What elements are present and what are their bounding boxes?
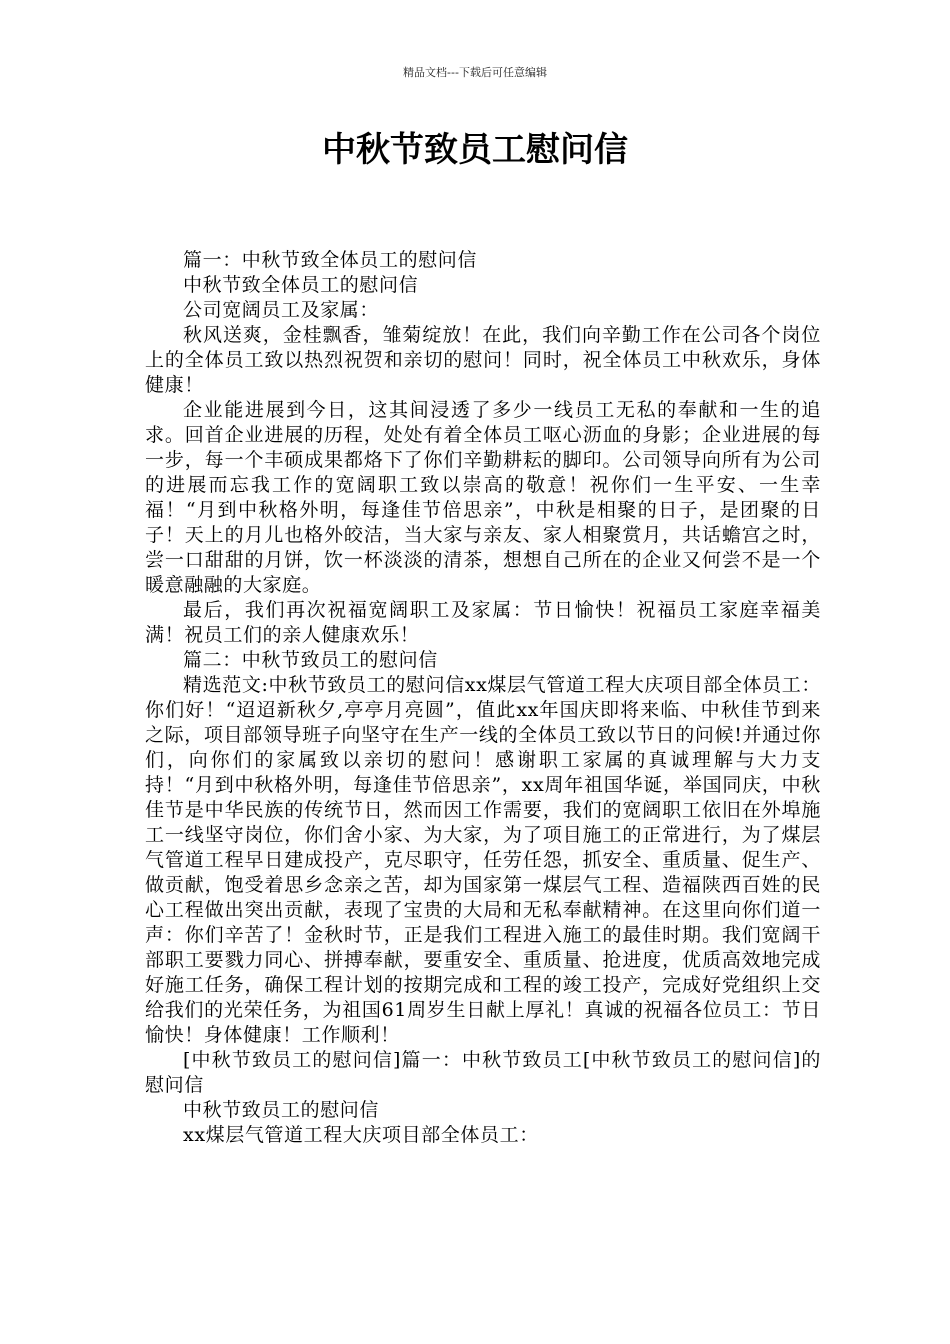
paragraph-salutation: 公司宽阔员工及家属： xyxy=(183,299,380,321)
paragraph-main-body: 企业能进展到今日，这其间浸透了多少一线员工无私的奉献和一生的追求。回首企业进展的历程，处处有着全体员工呕心沥血的身影；企业进展的每一步，每一个丰硕成果都烙下了你们辛勤耕耘的脚印。公司领导向所有为公司的进展而忘我工作的宽阔职工致以崇高的敬意！祝你们一生平安、一生幸福！“月到中秋格外明，每逢佳节倍思亲”，中秋是相聚的日子，是团聚的日子！天上的月儿也格外皎洁，当大家与亲友、家人相聚赏月，共话蟾宫之时，尝一口甜甜的月饼，饮一杯淡淡的清茶，想想自己所在的企业又何尝不是一个暖意融融的大家庭。 xyxy=(145,399,821,596)
page-header-caption: 精品文档---下载后可任意编辑 xyxy=(403,66,547,79)
paragraph-section-two-heading: 篇二：中秋节致员工的慰问信 xyxy=(183,649,438,671)
document-body xyxy=(145,248,821,1148)
paragraph-closing-wishes: 最后，我们再次祝福宽阔职工及家属：节日愉快！祝福员工家庭幸福美满！祝员工们的亲人健康欢乐！ xyxy=(145,599,821,646)
document-title: 中秋节致员工慰问信 xyxy=(322,130,628,170)
paragraph-letter-title-repeat: 中秋节致员工的慰问信 xyxy=(183,1099,380,1121)
paragraph-project-salutation: xx煤层气管道工程大庆项目部全体员工： xyxy=(183,1124,539,1146)
paragraph-section-one-heading: 篇一：中秋节致全体员工的慰问信 xyxy=(183,249,478,271)
paragraph-greeting: 秋风送爽，金桂飘香，雏菊绽放！在此，我们向辛勤工作在公司各个岗位上的全体员工致以热烈祝贺和亲切的慰问！同时，祝全体员工中秋欢乐，身体健康！ xyxy=(145,324,821,396)
paragraph-sample-letter: 精选范文:中秋节致员工的慰问信xx煤层气管道工程大庆项目部全体员工：你们好！“迢迢新秋夕,亭亭月亮圆”，值此xx年国庆即将来临、中秋佳节到来之际，项目部领导班子向坚守在生产一线的全体员工致以节日的问候!并通过你们，向你们的家属致以亲切的慰问！感谢职工家属的真诚理解与大力支持！“月到中秋格外明，每逢佳节倍思亲”，xx周年祖国华诞，举国同庆，中秋佳节是中华民族的传统节日，然而因工作需要，我们的宽阔职工依旧在外埠施工一线坚守岗位，你们舍小家、为大家，为了项目施工的正常进行，为了煤层气管道工程早日建成投产，克尽职守，任劳任怨，抓安全、重质量、促生产、做贡献，饱受着思乡念亲之苦，却为国家第一煤层气工程、造福陕西百姓的民心工程做出突出贡献，表现了宝贵的大局和无私奉献精神。在这里向你们道一声：你们辛苦了！金秋时节，正是我们工程进入施工的最佳时期。我们宽阔干部职工要戮力同心、拼搏奉献，要重安全、重质量、抢进度，优质高效地完成好施工任务，确保工程计划的按期完成和工程的竣工投产，完成好党组织上交给我们的光荣任务，为祖国61周岁生日献上厚礼！真诚的祝福各位员工：节日愉快！身体健康！工作顺利！ xyxy=(145,674,821,1046)
paragraph-letter-title: 中秋节致全体员工的慰问信 xyxy=(183,274,419,296)
paragraph-bracket-heading: [中秋节致员工的慰问信]篇一：中秋节致员工[中秋节致员工的慰问信]的慰问信 xyxy=(145,1049,821,1096)
